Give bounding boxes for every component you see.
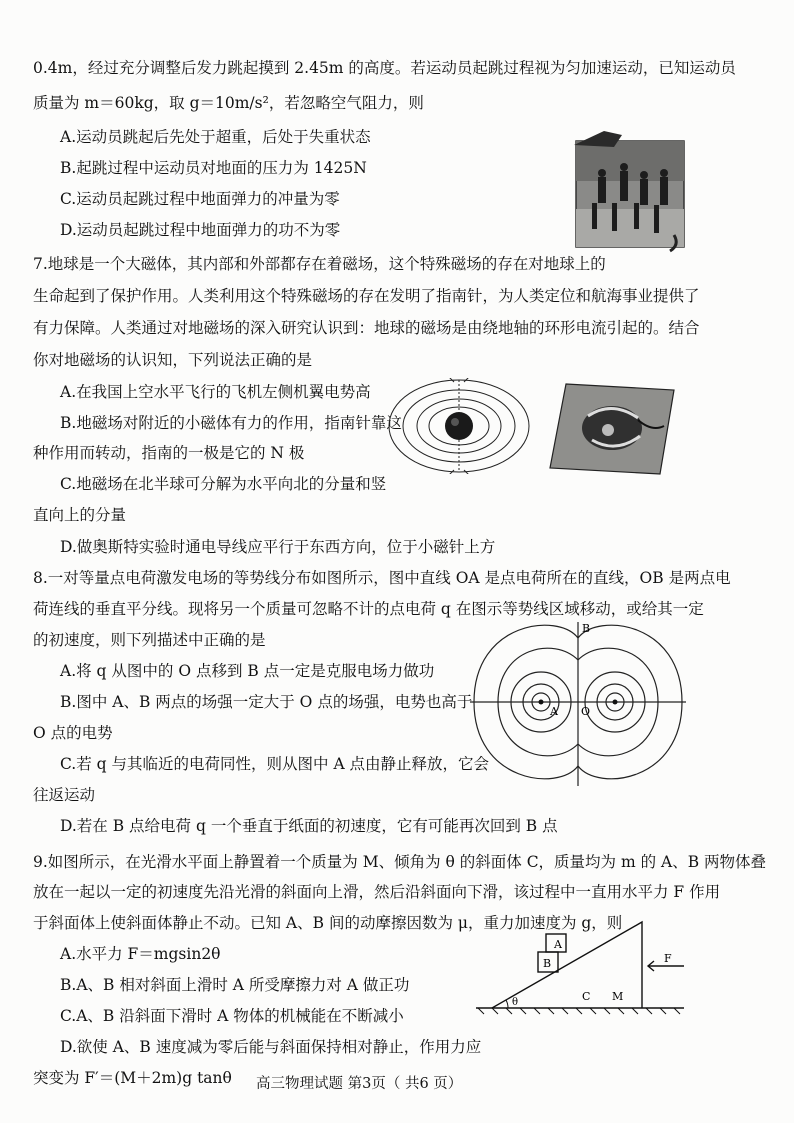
- q7-stem-line4: 你对地磁场的认识知，下列说法正确的是: [33, 351, 313, 369]
- q7-option-a: A.在我国上空水平飞行的飞机左侧机翼电势高: [60, 383, 371, 401]
- label-force-f: F: [664, 952, 672, 965]
- athlete-photo: [574, 127, 686, 255]
- equipotential-diagram: [468, 618, 688, 788]
- q9-stem-line2: 放在一起以一定的初速度先沿光滑的斜面向上滑，然后沿斜面向下滑，该过程中一直用水平力 F 作用: [33, 883, 721, 901]
- q7-option-b-line1: B.地磁场对附近的小磁体有力的作用，指南针靠这: [60, 414, 402, 432]
- label-block-b: B: [543, 957, 552, 970]
- q9-stem-line3: 于斜面体上使斜面体静止不动。已知 A、B 间的动摩擦因数为 μ，重力加速度为 g，则: [33, 914, 623, 932]
- q8-option-c-line2: 往返运动: [33, 786, 96, 804]
- q7-stem-line2: 生命起到了保护作用。人类利用这个特殊磁场的存在发明了指南针，为人类定位和航海事业提供了: [33, 287, 700, 305]
- q7-stem-line1: 7.地球是一个大磁体，其内部和外部都存在着磁场，这个特殊磁场的存在对地球上的: [33, 255, 606, 273]
- label-block-a: A: [554, 938, 562, 951]
- q8-stem-line1: 8.一对等量点电荷激发电场的等势线分布如图所示，图中直线 OA 是点电荷所在的直线，OB 是两点电: [33, 569, 731, 587]
- q9-option-a: A.水平力 F＝mgsin2θ: [60, 945, 221, 963]
- q8-option-d: D.若在 B 点给电荷 q 一个垂直于纸面的初速度，它有可能再次回到 B 点: [60, 817, 558, 835]
- q6-option-c: C.运动员起跳过程中地面弹力的冲量为零: [60, 190, 340, 208]
- q9-option-c: C.A、B 沿斜面下滑时 A 物体的机械能在不断减小: [60, 1007, 404, 1025]
- q8-option-b-line2: O 点的电势: [33, 724, 113, 742]
- label-theta: θ: [512, 997, 519, 1008]
- q6-option-a: A.运动员跳起后先处于超重，后处于失重状态: [60, 128, 371, 146]
- q7-option-c-line1: C.地磁场在北半球可分解为水平向北的分量和竖: [60, 475, 387, 493]
- q6-intro-line2: 质量为 m＝60kg，取 g＝10m/s²，若忽略空气阻力，则: [33, 94, 424, 112]
- q6-option-b: B.起跳过程中运动员对地面的压力为 1425N: [60, 159, 367, 177]
- label-m: M: [612, 990, 624, 1003]
- q8-option-a: A.将 q 从图中的 O 点移到 B 点一定是克服电场力做功: [60, 662, 435, 680]
- q6-option-d: D.运动员起跳过程中地面弹力的功不为零: [60, 221, 341, 239]
- q7-stem-line3: 有力保障。人类通过对地磁场的深入研究认识到：地球的磁场是由绕地轴的环形电流引起的。结合: [33, 319, 700, 337]
- incline-diagram: [472, 916, 688, 1020]
- q8-stem-line2: 荷连线的垂直平分线。现将另一个质量可忽略不计的点电荷 q 在图示等势线区域移动，或给其一定: [33, 600, 704, 618]
- q8-option-b-line1: B.图中 A、B 两点的场强一定大于 O 点的场强，电势也高于: [60, 693, 473, 711]
- q8-stem-line3: 的初速度，则下列描述中正确的是: [33, 631, 266, 649]
- label-c: C: [582, 990, 591, 1003]
- q7-option-b-line2: 种作用而转动，指南的一极是它的 N 极: [33, 444, 305, 462]
- earth-magnetic-field-diagram: [388, 378, 530, 474]
- q7-option-c-line2: 直向上的分量: [33, 506, 127, 524]
- q8-option-c-line1: C.若 q 与其临近的电荷同性，则从图中 A 点由静止释放，它会: [60, 755, 490, 773]
- compass-photo: [548, 380, 678, 476]
- label-o: O: [581, 705, 591, 718]
- q9-option-d-line1: D.欲使 A、B 速度减为零后能与斜面保持相对静止，作用力应: [60, 1038, 482, 1056]
- q7-option-d: D.做奥斯特实验时通电导线应平行于东西方向，位于小磁针上方: [60, 538, 496, 556]
- q6-intro-line1: 0.4m，经过充分调整后发力跳起摸到 2.45m 的高度。若运动员起跳过程视为匀加速运动，已知运动员: [33, 59, 736, 77]
- label-b: B: [582, 622, 591, 635]
- q9-option-b: B.A、B 相对斜面上滑时 A 所受摩擦力对 A 做正功: [60, 976, 410, 994]
- page-footer: 高三物理试题 第3页（ 共6 页）: [256, 1076, 463, 1092]
- label-a: A: [550, 705, 558, 718]
- q9-option-d-line2: 突变为 F′＝(M＋2m)g tanθ: [33, 1069, 232, 1087]
- q9-stem-line1: 9.如图所示，在光滑水平面上静置着一个质量为 M、倾角为 θ 的斜面体 C，质量均为 m 的 A、B 两物体叠: [33, 853, 767, 871]
